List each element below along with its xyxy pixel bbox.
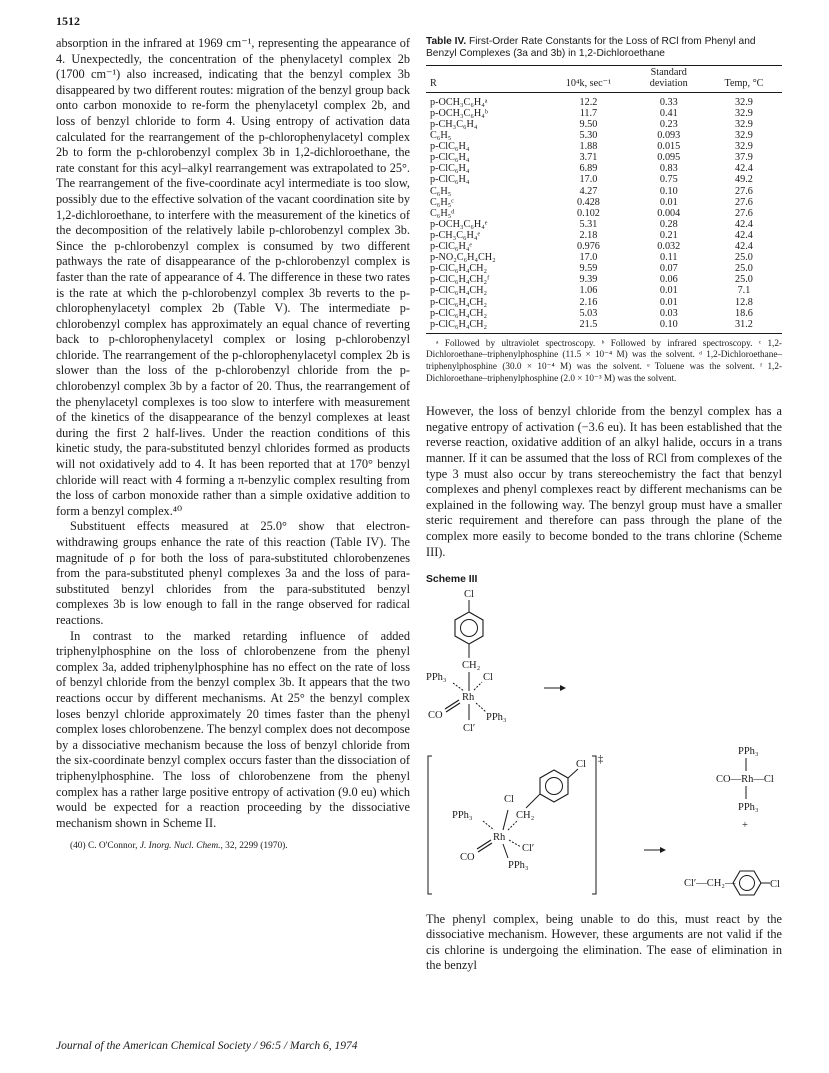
rate-constants-table [426, 65, 782, 334]
table-header-row [426, 65, 782, 92]
scheme-top-rh: Rh [462, 691, 475, 703]
cell-temp: 32.9 [735, 141, 753, 153]
bracket-right [592, 756, 596, 894]
cell-sd: 0.41 [659, 107, 678, 119]
scheme-top-co: CO [428, 709, 443, 721]
cell-sd: 0.33 [659, 96, 678, 108]
cell-sd: 0.07 [659, 263, 678, 275]
cell-r: p-ClC₆H₄ [430, 163, 470, 175]
cell-k: 2.18 [579, 229, 598, 241]
cell-r: p-CH₃C₆H₄ᵉ [430, 229, 481, 241]
page-number: 1512 [56, 14, 80, 28]
table-caption [426, 36, 782, 61]
table-row [426, 285, 782, 296]
cell-k: 0.102 [576, 207, 600, 219]
cell-temp: 37.9 [735, 152, 753, 164]
left-paragraph-1: absorption in the infrared at 1969 cm⁻¹, representing the appearance of 4. Unexpectedly, the concentration of the phenylacetyl complex 2b (1700 cm⁻¹) also increased, indicating that the benzyl complex 3b disappeared by two different routes: migration of the benzyl group back onto carbon monoxide to re-form the phenylacetyl complex 2b, and loss of benzyl chloride to form 4. Using entropy of activation data calculated for the rearrangement of the p-chlorophenylacetyl complex 2b to form the p-chlorobenzyl complex 3b in 1,2-dichloroethane, the rate constant for this acyl–alkyl rearrangement was extrapolated to 25°. The rearrangement of the five-coordinate acyl intermediate is too slow, possibly due to the effective solvation of the vacant coordination site by 1,2-dichloroethane, to interfere with the measurement of the kinetics of the decomposition of the relatively labile p-chlorobenzyl complex 3b. Since the p-chlorobenzyl complex is consumed by two different pathways the rate of disappearance of the p-chlorobenzyl complex is faster than the rate of appearance of 4. The difference in these two rates is the rate at which the p-chlorobenzyl complex 3b reverts to the p-chlorophenylacetyl complex 2b (Table V). The intermediate p-chlorobenzyl complex has approximately an equal chance of reverting back to p-chlorophenylacetyl complex or losing p-chlorobenzyl chloride. The rearrangement of the p-chlorophenylacetyl complex 2b is slower than the loss of the p-chlorobenzyl chloride from the p-chlorobenzyl complex 3b by a factor of 20. Thus, the rearrangement of the phenylacetyl complexes is too slow to interfere with measurement of the kinetics of the disappearance of the benzyl complexes at least during the first 2 half-lives. Under the reaction conditions of this kinetic study, the para-substituted benzyl chlorides formed as products will not oxidatively add to 4. It has been reported that at 170° benzyl chloride will react with 4 forming a π-benzylic complex resulting from the loss of carbon monoxide rather than a simple oxidative addition to form a benzyl complex.⁴⁰ [56, 36, 410, 518]
scheme-product-plus: + [742, 819, 748, 831]
scheme-ts-ch2: CH₂ [516, 809, 535, 821]
cell-r: p-ClC₆H₄ᵉ [430, 241, 472, 253]
scheme-product-pph3-top: PPh₃ [738, 745, 759, 757]
scheme-ts-cl-upper: Cl [504, 793, 514, 805]
cell-r: p-OCH₃C₆H₄ᵇ [430, 107, 488, 119]
table-row [426, 319, 782, 334]
cell-r: p-OCH₃C₆H₄ᵉ [430, 218, 488, 230]
scheme-ts-pph3-right: PPh₃ [508, 859, 529, 871]
header-sd: Standard deviation [632, 65, 706, 92]
scheme-iii-svg [426, 588, 782, 906]
scheme-top-pph3-right: PPh₃ [486, 711, 507, 723]
cell-temp: 25.0 [735, 274, 753, 286]
cell-k: 11.7 [579, 107, 598, 119]
cell-r: p-ClC₆H₄CH₂ [430, 285, 488, 297]
cell-sd: 0.015 [657, 141, 681, 153]
cell-k: 9.39 [579, 274, 598, 286]
scheme-ts-co: CO [460, 851, 475, 863]
cell-sd: 0.23 [659, 119, 678, 130]
cell-k: 4.27 [579, 185, 598, 197]
scheme-label: Scheme III [426, 574, 478, 586]
cell-k: 21.5 [545, 319, 631, 334]
cell-temp: 42.4 [735, 241, 753, 253]
header-r: R [426, 65, 545, 92]
table-row [426, 308, 782, 319]
cell-sd: 0.03 [659, 307, 678, 319]
cell-r: C₆H₅ [430, 130, 452, 142]
bracket-left [428, 756, 432, 894]
table-row [426, 197, 782, 208]
journal-footer: Journal of the American Chemical Society / 96:5 / March 6, 1974 [56, 1040, 358, 1052]
cell-k: 5.30 [579, 130, 598, 142]
cell-k: 0.976 [576, 241, 600, 253]
cell-sd: 0.10 [659, 185, 678, 197]
table-footnotes: ᵃ Followed by ultraviolet spectroscopy. ᵇ Followed by infrared spectroscopy. ᶜ 1,2-Dichloroethane–triphenylphosphine (11.5 × 10⁻⁴ M) was the solvent. ᵈ 1,2-Dichloroethane–triphenylphosphine (30.0 × 10⁻⁴ M) was the solvent. ᵉ Toluene was the solvent. ᶠ 1,2-Dichloroethane–triphenylphosphine (2.0 × 10⁻³ M) was the solvent. [426, 337, 782, 383]
scheme-ts-pph3-left: PPh₃ [452, 809, 473, 821]
cell-sd: 0.75 [659, 174, 678, 186]
scheme-product-pph3-bottom: PPh₃ [738, 801, 759, 813]
cell-r: p-ClC₆H₄CH₂ᶠ [430, 274, 490, 286]
table-row [426, 297, 782, 308]
table-row [426, 230, 782, 241]
cell-sd: 0.21 [659, 229, 678, 241]
cell-r: C₆H₅ [430, 185, 452, 197]
table-row [426, 108, 782, 119]
cell-r: p-ClC₆H₄CH₂ [430, 307, 488, 319]
cell-temp: 42.4 [735, 218, 753, 230]
benzene-ring-1 [455, 612, 483, 644]
table-row [426, 241, 782, 252]
table-row [426, 219, 782, 230]
cell-r: p-ClC₆H₄ [430, 141, 470, 153]
cell-k: 2.16 [579, 296, 598, 308]
cell-temp: 31.2 [706, 319, 782, 334]
scheme-ts-cl-ring: Cl [576, 758, 586, 770]
cell-temp: 27.6 [735, 185, 753, 197]
cell-r: p-ClC₆H₄ [430, 152, 470, 164]
scheme-top-cl-right: Cl [483, 671, 493, 683]
cell-temp: 7.1 [737, 285, 751, 297]
cell-r: C₆H₅ᶜ [430, 196, 454, 208]
cell-temp: 25.0 [735, 263, 753, 275]
cell-sd: 0.004 [657, 207, 681, 219]
table-row [426, 252, 782, 263]
right-paragraph-2: The phenyl complex, being unable to do this, must react by the dissociative mechanism. However, these arguments are not valid if the cis chlorine is undergoing the elimination. The ease of elimination in the benzyl [426, 911, 782, 973]
scheme-ts-rh: Rh [493, 831, 506, 843]
cell-temp: 32.9 [735, 96, 753, 108]
cell-k: 12.2 [579, 96, 598, 108]
scheme-top-ch2: CH₂ [462, 659, 481, 671]
cell-temp: 27.6 [735, 196, 753, 208]
table-row [426, 274, 782, 285]
table-row [426, 119, 782, 130]
cell-sd: 0.06 [659, 274, 678, 286]
cell-sd: 0.01 [659, 285, 678, 297]
table-row [426, 163, 782, 174]
cell-k: 9.59 [579, 263, 598, 275]
cell-r: p-ClC₆H₄CH₂ [430, 263, 488, 275]
cell-k: 5.03 [579, 307, 598, 319]
header-k: 10⁴k, sec⁻¹ [545, 65, 631, 92]
footnote-journal: J. Inorg. Nucl. Chem., [139, 841, 223, 852]
cell-temp: 42.4 [735, 229, 753, 241]
scheme-top-pph3-left: PPh₃ [426, 671, 447, 683]
cell-k: 6.89 [579, 163, 598, 175]
cell-temp: 18.6 [735, 307, 753, 319]
footnote-number: (40) [70, 841, 86, 852]
cell-k: 1.88 [579, 141, 598, 153]
cell-temp: 25.0 [735, 252, 753, 264]
table-row [426, 263, 782, 274]
cell-k: 9.50 [579, 119, 598, 130]
cell-k: 5.31 [579, 218, 598, 230]
cell-r: p-ClC₆H₄ [430, 174, 470, 186]
scheme-top-cl-prime: Cl′ [463, 722, 476, 734]
benzene-ring-2 [540, 770, 568, 802]
footnote-citation: 32, 2299 (1970). [225, 841, 288, 852]
cell-sd: 0.01 [659, 196, 678, 208]
cell-sd: 0.11 [660, 252, 678, 264]
table-row [426, 141, 782, 152]
left-paragraph-2: Substituent effects measured at 25.0° show that electron-withdrawing groups enhance the rate of this reaction (Table IV). The magnitude of ρ for both the loss of para-substituted chlorobenzenes from the para-substituted phenyl complexes 3a and the loss of para-substituted benzyl chlorides from the para-substituted benzyl complexes 3b is low enough to fall in the range observed for radical reactions. [56, 519, 410, 627]
cell-sd: 0.032 [657, 241, 681, 253]
cell-temp: 32.9 [735, 130, 753, 142]
footnote-40 [56, 840, 410, 852]
cell-sd: 0.10 [632, 319, 706, 334]
scheme-product-co-rh-cl: CO—Rh—Cl [716, 773, 774, 785]
right-paragraph-1: However, the loss of benzyl chloride from the benzyl complex has a negative entropy of activation (−3.6 eu). It has been established that the reverse reaction, oxidative addition of an alkyl halide, occurs in a trans manner. If it can be assumed that the loss of RCl from complexes of the type 3 must also occur by trans stereochemistry the fact that benzyl complexes and phenyl complexes react by different mechanisms can be explained in the following way. The benzyl group must have a smaller steric requirement and therefore can pass through the plane of the complex more easily to become bonded to the trans chlorine (Scheme III). [426, 404, 782, 559]
cell-temp: 32.9 [735, 107, 753, 119]
table-row [426, 174, 782, 185]
cell-k: 1.06 [579, 285, 598, 297]
cell-r: p-CH₃C₆H₄ [430, 119, 478, 130]
footnote-author: C. O'Connor, [87, 841, 138, 852]
cell-r: p-ClC₆H₄CH₂ [426, 319, 545, 334]
table-caption-text: First-Order Rate Constants for the Loss of RCl from Phenyl and Benzyl Complexes (3a and 3b) in 1,2-Dichloroethane [426, 36, 756, 60]
table-label: Table IV. [426, 36, 467, 47]
cell-sd: 0.093 [657, 130, 681, 142]
scheme-product-benzyl-chloride: Cl′—CH₂— [684, 877, 736, 889]
cell-temp: 32.9 [735, 119, 753, 130]
cell-k: 17.0 [579, 252, 598, 264]
right-column [426, 36, 782, 974]
scheme-ts-cl-prime: Cl′ [522, 842, 535, 854]
table-row [426, 152, 782, 163]
cell-temp: 49.2 [735, 174, 753, 186]
cell-r: p-ClC₆H₄CH₂ [430, 296, 488, 308]
cell-r: p-NO₂C₆H₄CH₂ [430, 252, 496, 264]
cell-sd: 0.28 [659, 218, 678, 230]
cell-sd: 0.83 [659, 163, 678, 175]
scheme-top-cl: Cl [464, 588, 474, 600]
cell-temp: 12.8 [735, 296, 753, 308]
cell-k: 3.71 [579, 152, 598, 164]
table-row [426, 186, 782, 197]
scheme-iii-diagram [426, 588, 782, 906]
cell-k: 0.428 [576, 196, 600, 208]
table-row [426, 92, 782, 108]
left-column [56, 36, 410, 852]
transition-state-dagger: ‡ [598, 753, 604, 765]
cell-r: p-OCH₃C₆H₄ᵃ [430, 96, 488, 108]
cell-sd: 0.095 [657, 152, 681, 164]
cell-temp: 42.4 [735, 163, 753, 175]
benzene-ring-3 [733, 871, 761, 895]
scheme-product-cl: Cl [770, 878, 780, 890]
cell-k: 17.0 [579, 174, 598, 186]
table-row [426, 208, 782, 219]
table-row [426, 130, 782, 141]
left-paragraph-3: In contrast to the marked retarding influence of added triphenylphosphine on the loss of chlorobenzene from the phenyl complex 3a, added triphenylphosphine has no effect on the rate of loss of benzyl chloride from the benzyl complex 3b. It appears that the two reactions occur by different mechanisms. At 25° the benzyl complex loses benzyl chloride approximately 20 times faster than the phenyl complex loses chlorobenzene. The benzyl complex does not decompose by a dissociative mechanism because the loss of benzyl chloride from the six-coordinate benzyl complex occurs faster than the dissociation of triphenylphosphine. The loss of chlorobenzene from the phenyl complex has a rather large positive entropy of activation (9.0 eu) which would be expected for a reaction proceeding by the dissociative mechanism shown in Scheme II. [56, 628, 410, 830]
header-temp: Temp, °C [706, 65, 782, 92]
cell-temp: 27.6 [735, 207, 753, 219]
cell-r: C₆H₅ᵈ [430, 207, 455, 219]
cell-sd: 0.01 [659, 296, 678, 308]
